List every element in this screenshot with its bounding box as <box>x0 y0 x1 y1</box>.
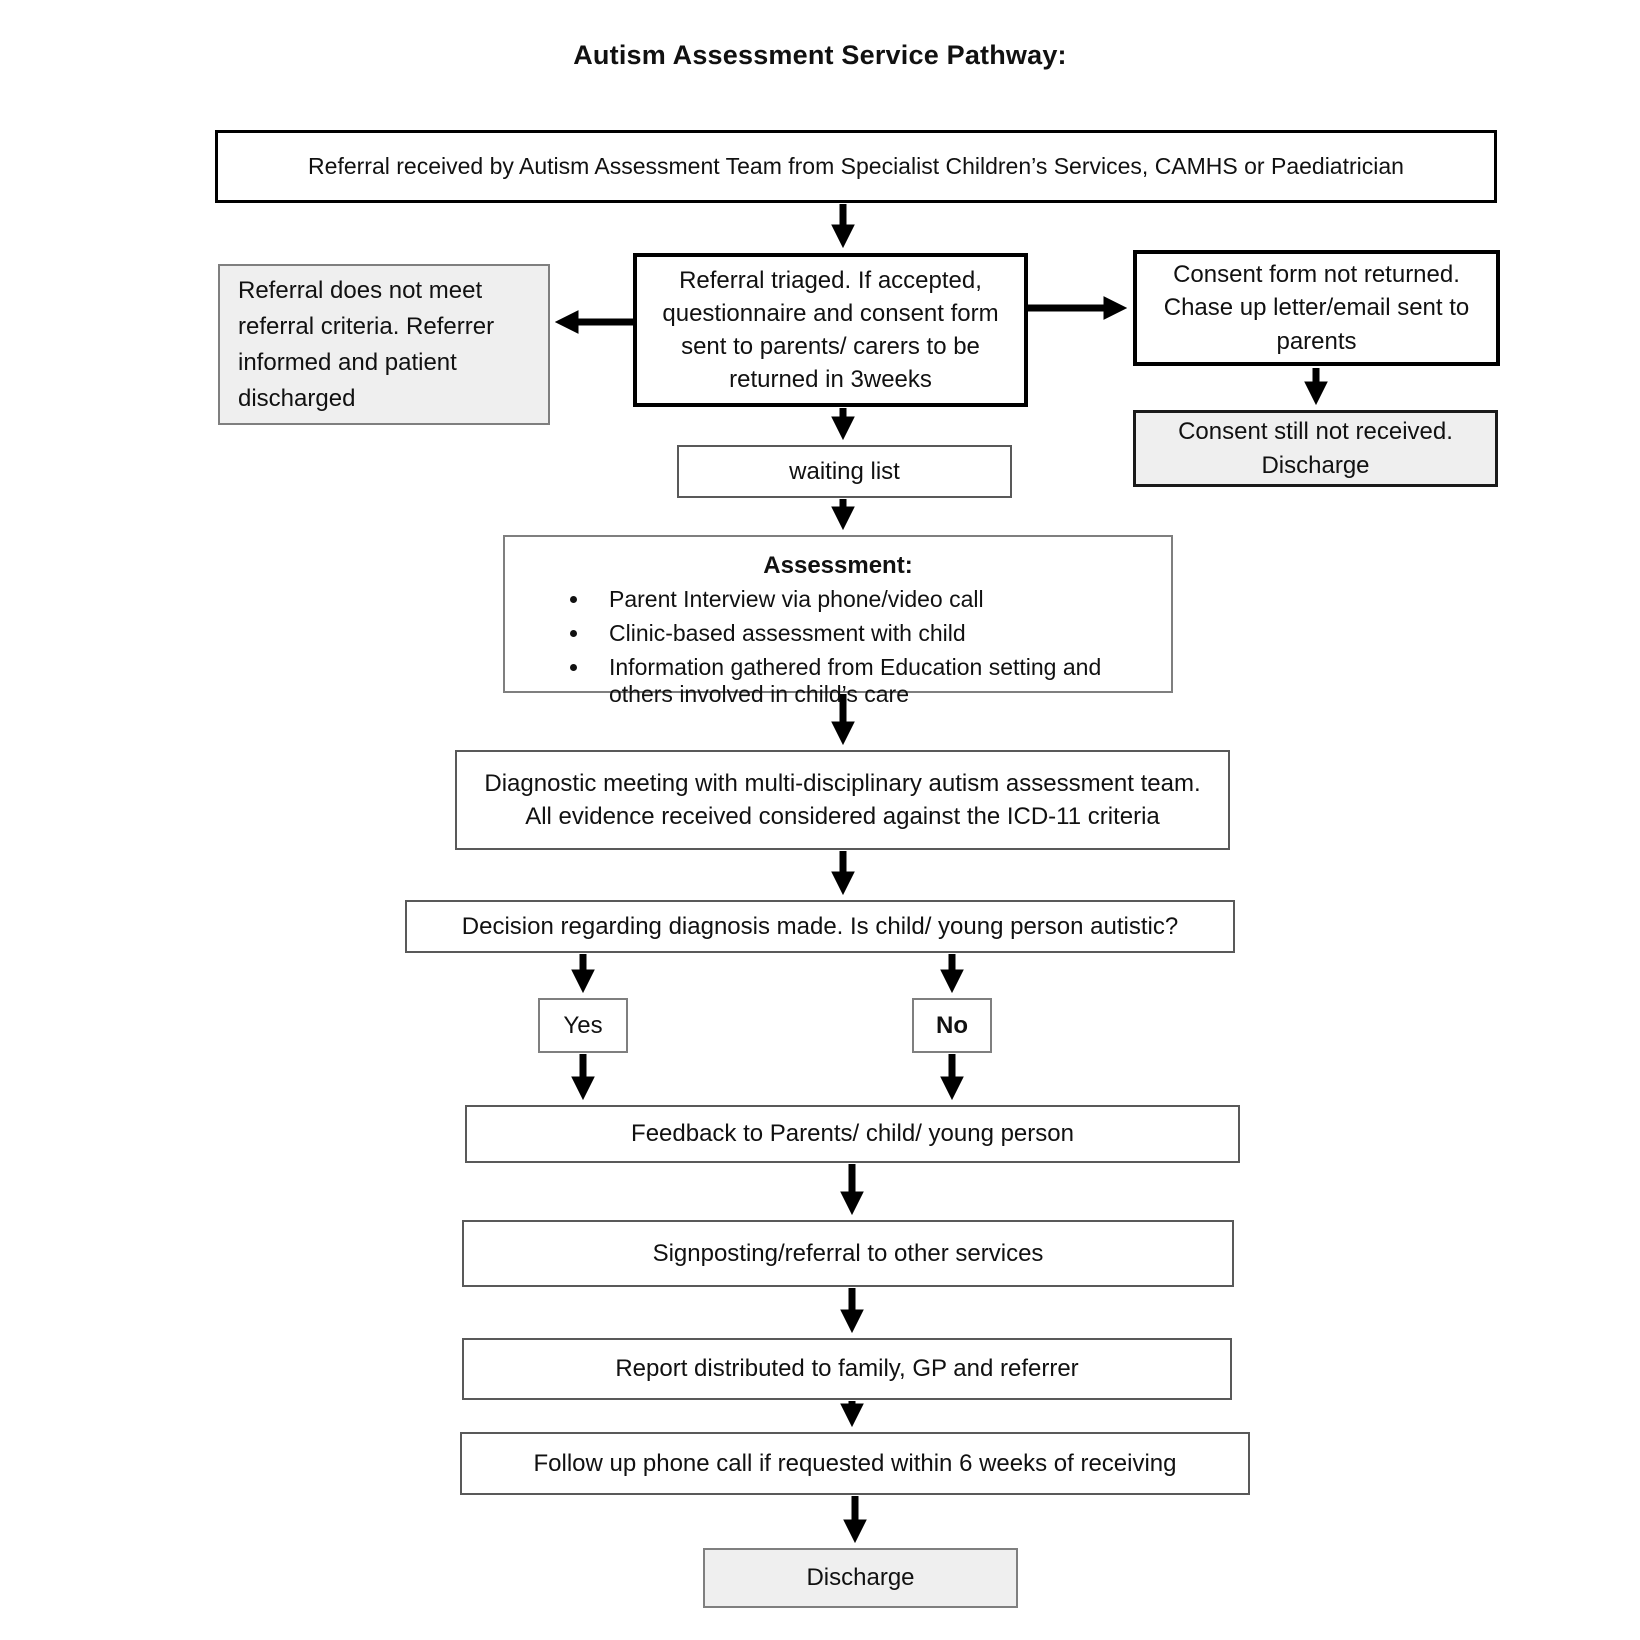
node-feedback <box>465 1105 1240 1163</box>
node-assessment-bullet: • Clinic-based assessment with child <box>591 620 1155 647</box>
node-referral-rejected <box>218 264 550 425</box>
node-no <box>912 998 992 1053</box>
node-follow-up <box>460 1432 1250 1495</box>
node-referral-rejected-label: Referral does not meet referral criteria. Referrer informed and patient discharged <box>238 276 495 412</box>
node-diagnostic-meeting <box>455 750 1230 850</box>
node-consent-still-not-received-label: Consent still not received. Discharge <box>1178 418 1453 479</box>
node-diagnostic-meeting-label: Diagnostic meeting with multi-disciplinary autism assessment team. All evidence received considered against the ICD-11 criteria <box>484 769 1201 830</box>
node-consent-not-returned <box>1133 250 1500 366</box>
node-discharge <box>703 1548 1018 1608</box>
node-discharge-label: Discharge <box>806 1564 915 1592</box>
node-referral-triaged <box>633 253 1028 407</box>
page-title: Autism Assessment Service Pathway: <box>573 40 1067 70</box>
node-consent-still-not-received <box>1133 410 1498 487</box>
node-report-label: Report distributed to family, GP and referrer <box>615 1355 1079 1383</box>
node-yes-label: Yes <box>563 1011 603 1039</box>
node-consent-not-returned-label: Consent form not returned. Chase up letter/email sent to parents <box>1163 261 1470 355</box>
node-decision-label: Decision regarding diagnosis made. Is child/ young person autistic? <box>461 912 1179 940</box>
node-assessment-bullet: • Information gathered from Education setting and others involved in child’s care <box>591 654 1155 708</box>
node-assessment-title: Assessment: <box>763 552 913 579</box>
node-feedback-label: Feedback to Parents/ child/ young person <box>631 1120 1074 1148</box>
node-signposting-label: Signposting/referral to other services <box>652 1239 1044 1267</box>
node-follow-up-label: Follow up phone call if requested within 6 weeks of receiving <box>533 1449 1177 1477</box>
node-yes <box>538 998 628 1053</box>
node-waiting-list-label: waiting list <box>789 457 900 485</box>
node-assessment-bullet: • Parent Interview via phone/video call <box>591 586 1155 613</box>
node-referral-triaged-label: Referral triaged. If accepted, questionnaire and consent form sent to parents/ carers to be returned in 3weeks <box>662 266 999 394</box>
node-decision <box>405 900 1235 953</box>
node-assessment <box>503 535 1173 708</box>
node-report <box>462 1338 1232 1400</box>
node-assessment-bullet-list <box>591 586 1155 709</box>
node-no-label: No <box>936 1011 968 1039</box>
node-waiting-list <box>677 445 1012 498</box>
node-referral-received <box>215 130 1497 203</box>
node-signposting <box>462 1220 1234 1287</box>
node-referral-received-label: Referral received by Autism Assessment Team from Specialist Children’s Services, CAMHS or Paediatrician <box>308 152 1404 179</box>
